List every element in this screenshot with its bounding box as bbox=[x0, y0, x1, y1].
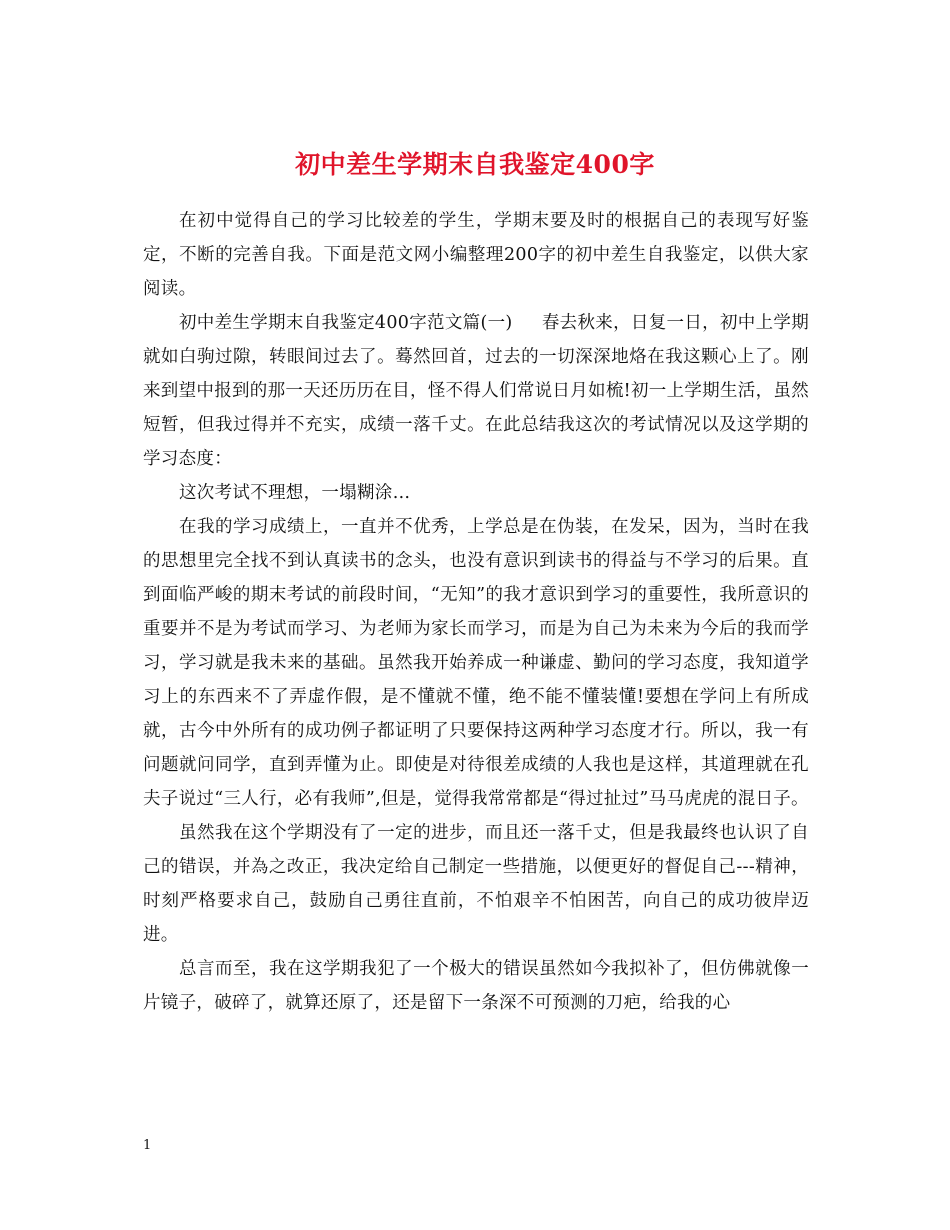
paragraph-intro: 在初中觉得自己的学习比较差的学生，学期末要及时的根据自己的表现写好鉴定，不断的完善自我。下面是范文网小编整理200字的初中差生自我鉴定，以供大家阅读。 bbox=[143, 211, 809, 299]
page-title: 初中差生学期末自我鉴定400字 bbox=[295, 149, 655, 179]
paragraph-exam-result: 这次考试不理想，一塌糊涂… bbox=[179, 483, 411, 503]
document-body bbox=[143, 204, 809, 1020]
paragraph-essay-opening: 初中差生学期末自我鉴定400字范文篇(一) 春去秋来，日复一日，初中上学期就如白驹过隙，转眼间过去了。蓦然回首，过去的一切深深地烙在我这颗心上了。刚来到望中报到的那一天还历历在目，怪不得人们常说日月如梳!初一上学期生活，虽然短暂，但我过得并不充实，成绩一落千丈。在此总结我这次的考试情况以及这学期的学习态度： bbox=[143, 313, 809, 469]
paragraph-study-attitude: 在我的学习成绩上，一直并不优秀，上学总是在伪装，在发呆，因为，当时在我的思想里完全找不到认真读书的念头，也没有意识到读书的得益与不学习的后果。直到面临严峻的期末考试的前段时间，“无知”的我才意识到学习的重要性，我所意识的重要并不是为考试而学习、为老师为家长而学习，而是为自己为未来为今后的我而学习，学习就是我未来的基础。虽然我开始养成一种谦虚、勤问的学习态度，我知道学习上的东西来不了弄虚作假，是不懂就不懂，绝不能不懂装懂!要想在学问上有所成就，古今中外所有的成功例子都证明了只要保持这两种学习态度才行。所以，我一有问题就问同学，直到弄懂为止。即使是对待很差成绩的人我也是这样，其道理就在孔夫子说过“三人行，必有我师”,但是，觉得我常常都是“得过扯过”马马虎虎的混日子。 bbox=[143, 517, 809, 809]
page-number: 1 bbox=[143, 1138, 152, 1153]
paragraph-summary: 总言而至，我在这学期我犯了一个极大的错误虽然如今我拟补了，但仿佛就像一片镜子，破碎了，就算还原了，还是留下一条深不可预测的刀疤，给我的心 bbox=[143, 959, 809, 1013]
paragraph-resolution: 虽然我在这个学期没有了一定的进步，而且还一落千丈，但是我最终也认识了自己的错误，并為之改正，我决定给自己制定一些措施，以便更好的督促自己---精神，时刻严格要求自己，鼓励自己勇往直前，不怕艰辛不怕困苦，向自己的成功彼岸迈进。 bbox=[143, 823, 809, 945]
